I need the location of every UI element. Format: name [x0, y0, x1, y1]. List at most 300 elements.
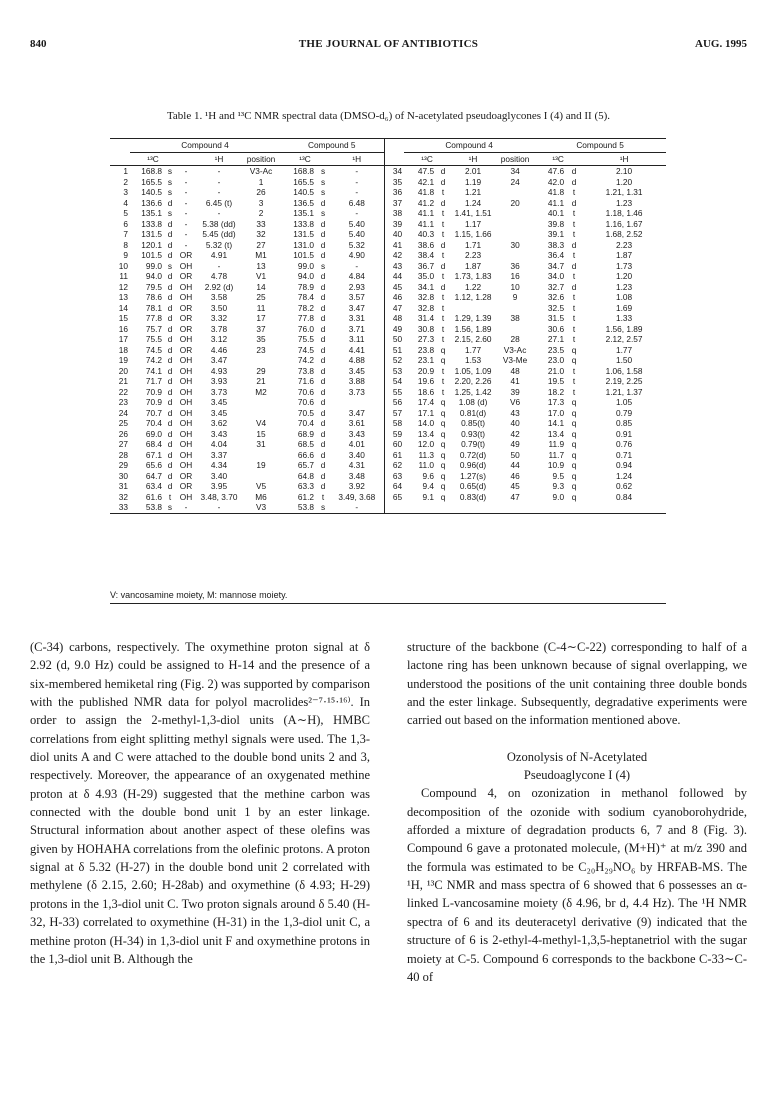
table-cell: 47.6: [547, 166, 565, 176]
table-row: [110, 219, 666, 230]
table-cell: 70.4: [145, 418, 162, 428]
table-cell: d: [167, 239, 173, 250]
table-cell: 40: [510, 418, 520, 428]
table-cell: 42: [384, 250, 404, 261]
table-cell: OH: [179, 428, 193, 439]
table-cell: 74.5: [297, 344, 315, 355]
table-cell: 16: [510, 271, 520, 281]
table-cell: 3.48: [348, 470, 365, 481]
table-cell: [242, 397, 280, 408]
table-cell: d: [167, 386, 173, 397]
table-cell: 131.5: [141, 229, 162, 239]
table-cell: 41: [384, 240, 404, 251]
col-header: ¹³C: [280, 153, 330, 166]
table-cell: 42.0: [547, 176, 565, 187]
table-cell: 18.2: [547, 386, 565, 397]
table-cell: d: [167, 428, 173, 439]
table-cell: 30: [118, 470, 128, 481]
table-cell: M1: [255, 250, 267, 260]
table-cell: V1: [255, 271, 267, 281]
table-cell: 1.24: [616, 470, 633, 481]
table-row: [110, 492, 666, 503]
right-column: [407, 638, 747, 986]
table-cell: 37: [256, 323, 266, 334]
table-cell: t: [441, 334, 445, 344]
table-cell: 5.38 (dd): [202, 218, 236, 229]
table-cell: 2.19, 2.25: [605, 376, 643, 386]
table-cell: 1.21: [464, 187, 482, 197]
table-cell: OH: [179, 355, 193, 365]
table-cell: 40.1: [547, 208, 565, 218]
table-cell: 0.91: [616, 428, 633, 439]
table-cell: [582, 502, 666, 513]
table-cell: 53.8: [280, 502, 316, 513]
table-cell: 1.24: [464, 197, 482, 208]
table-cell: 27.1: [547, 334, 565, 344]
table-cell: 70.9: [145, 386, 162, 397]
table-cell: 3.12: [210, 334, 228, 344]
table-cell: 1.22: [464, 281, 482, 292]
table-cell: 9.3: [552, 481, 565, 491]
table-cell: t: [441, 229, 445, 239]
table-cell: 140.5: [293, 187, 315, 197]
table-row: [110, 418, 666, 429]
table-cell: 31.4: [417, 313, 435, 323]
running-header: [30, 38, 747, 54]
table-cell: d: [571, 260, 577, 271]
table-cell: 36.7: [417, 260, 435, 271]
table-cell: [496, 229, 534, 240]
table-cell: 1.41, 1.51: [454, 208, 492, 218]
table-cell: [496, 187, 534, 198]
table-cell: 20: [118, 365, 128, 376]
table-cell: q: [440, 439, 446, 449]
table-cell: [242, 355, 280, 366]
table-cell: 61: [384, 450, 404, 461]
table-cell: OH: [179, 365, 193, 376]
table-cell: d: [440, 197, 446, 208]
group-header: Compound 5: [280, 139, 384, 153]
table-cell: 62: [384, 460, 404, 471]
table-cell: 11: [119, 271, 128, 281]
table-row: [110, 261, 666, 272]
table-cell: 66.6: [297, 449, 315, 460]
table-cell: 53: [384, 366, 404, 377]
table-cell: d: [320, 334, 326, 344]
table-row: [110, 397, 666, 408]
table-cell: 9.1: [422, 491, 435, 502]
page-number: 840: [30, 38, 47, 50]
table-cell: 68.9: [297, 428, 315, 439]
table-cell: [450, 502, 496, 513]
table-cell: t: [441, 313, 445, 323]
table-cell: q: [571, 439, 577, 449]
table-cell: d: [167, 323, 173, 334]
table-cell: 1: [258, 176, 264, 187]
table-cell: d: [167, 218, 173, 229]
table-cell: OR: [179, 323, 193, 334]
table-cell: s: [320, 260, 326, 271]
table-cell: 10: [510, 281, 520, 292]
table-cell: OR: [179, 302, 193, 313]
table-cell: 11.7: [548, 449, 565, 460]
table-cell: 3.45: [348, 365, 365, 376]
table-cell: 1.87: [616, 250, 633, 260]
table-cell: t: [572, 229, 576, 239]
table-cell: 2.01: [464, 166, 482, 176]
table-cell: 9.0: [552, 491, 565, 502]
table-cell: t: [572, 323, 576, 334]
table-cell: 39: [510, 386, 520, 397]
table-cell: s: [316, 502, 330, 513]
table-cell: 2.23: [616, 239, 633, 250]
table-cell: s: [320, 208, 326, 218]
table-cell: 3.45: [210, 397, 228, 407]
table-cell: d: [571, 166, 577, 176]
table-cell: 70.9: [145, 397, 162, 407]
table-cell: 29: [256, 365, 266, 376]
table-cell: 19.6: [417, 376, 435, 386]
table-cell: OH: [179, 397, 193, 407]
table-cell: 0.72(d): [459, 449, 487, 460]
table-cell: 3.48, 3.70: [200, 491, 238, 502]
table-cell: d: [167, 313, 173, 323]
table-cell: 135.1: [293, 208, 315, 218]
table-cell: 36: [384, 187, 404, 198]
table-cell: 41.8: [417, 187, 435, 197]
table-cell: q: [571, 418, 577, 428]
table-cell: 20.9: [417, 365, 435, 376]
table-cell: 43: [510, 407, 520, 418]
table-cell: t: [441, 250, 445, 260]
table-cell: d: [571, 176, 577, 187]
table-cell: 50: [384, 334, 404, 345]
table-cell: 11: [256, 302, 266, 313]
table-cell: 49: [384, 324, 404, 335]
table-cell: 65.6: [145, 460, 162, 470]
table-cell: d: [320, 292, 326, 302]
table-cell: 5.40: [348, 218, 365, 229]
table-cell: 48: [384, 313, 404, 324]
divider: [110, 603, 666, 604]
col-header: ¹³C: [130, 153, 176, 166]
table-cell: 41.1: [547, 197, 565, 208]
table-cell: t: [441, 302, 445, 313]
table-cell: d: [320, 460, 326, 470]
table-cell: 63.4: [145, 481, 162, 491]
table-cell: s: [164, 502, 176, 513]
table-cell: q: [440, 397, 446, 407]
table-cell: 49: [510, 439, 520, 449]
table-cell: M6: [255, 491, 267, 502]
table-row: [110, 471, 666, 482]
col-header: ¹³C: [404, 153, 450, 166]
table-cell: q: [571, 344, 577, 355]
table-cell: 64.7: [145, 470, 162, 481]
table-cell: 3.37: [210, 449, 228, 460]
table-cell: 38: [510, 313, 520, 323]
table-cell: 32.6: [547, 292, 565, 302]
table-cell: 17: [256, 313, 266, 323]
table-row: [110, 450, 666, 461]
table-cell: M2: [255, 386, 267, 397]
table-cell: t: [572, 376, 576, 386]
table-cell: 22: [118, 386, 128, 397]
table-cell: 23.0: [547, 355, 565, 365]
table-cell: 9.5: [552, 470, 565, 481]
table-cell: [496, 250, 534, 261]
table-cell: 30: [510, 239, 520, 250]
table-cell: 1.06, 1.58: [605, 365, 643, 376]
table-cell: 24: [118, 407, 128, 418]
table-cell: -: [355, 187, 359, 197]
table-cell: d: [167, 250, 173, 260]
table-cell: 1.17: [464, 218, 482, 229]
table-cell: [566, 502, 582, 513]
table-cell: 3.40: [210, 470, 228, 481]
table-cell: [330, 397, 384, 408]
table-cell: 133.8: [141, 218, 162, 229]
table-cell: [384, 502, 404, 513]
table-cell: OR: [179, 271, 193, 281]
table-cell: 71.6: [297, 376, 315, 386]
table-cell: 4.41: [348, 344, 365, 355]
table-cell: 1.77: [464, 344, 482, 355]
table-cell: 168.8: [293, 166, 315, 176]
table-cell: 4.84: [348, 271, 365, 281]
table-cell: d: [571, 197, 577, 208]
table-cell: 23: [118, 397, 128, 407]
table-cell: q: [440, 418, 446, 428]
table-cell: 17.4: [417, 397, 435, 407]
table-row: [110, 387, 666, 398]
table-cell: 32.8: [417, 292, 435, 302]
table-row: [110, 313, 666, 324]
table-cell: OH: [179, 292, 193, 302]
table-cell: [242, 450, 280, 461]
paragraph: Compound 4, on ozonization in methanol followed by decomposition of the ozonide with sodium cyanoborohydride, afforded a mixture of degradation products 6, 7 and 8 (Fig. 3). Compound 6 gave a protonated molecule, (M+H)⁺ at m/z 390 and the formula was estimated to be C₂₀H₂₉NO₆ by HRFAB-MS. The ¹H, ¹³C NMR and mass spectra of 6 showed that 6 possesses an α-linked L-vancosamine moiety (δ 4.96, br d, 4.4 Hz). The ¹H NMR spectra of 6 and its deuteracetyl derivative (9) indicated that the structure of 6 is 2-ethyl-4-methyl-1,3,5-heptanetriol with the sugar moiety at C-5. Compound 6 corresponds to the backbone C-33∼C-40 of: [407, 786, 747, 984]
table-cell: d: [320, 418, 326, 428]
table-cell: d: [320, 229, 326, 239]
table-cell: 9.6: [422, 470, 435, 481]
table-cell: 74.5: [145, 344, 162, 355]
table-cell: d: [440, 239, 446, 250]
table-cell: 18: [118, 344, 128, 355]
table-cell: 0.79: [616, 407, 633, 418]
table-cell: -: [184, 208, 188, 218]
table-cell: q: [571, 428, 577, 439]
table-cell: 3.95: [210, 481, 228, 491]
col-header: position: [496, 153, 534, 166]
table-cell: 25: [118, 418, 128, 428]
table-footnote: V: vancosamine moiety, M: mannose moiety.: [110, 590, 288, 600]
table-cell: 25: [256, 292, 266, 302]
table-cell: q: [571, 397, 577, 407]
table-cell: 35.0: [417, 271, 435, 281]
table-cell: 35: [384, 177, 404, 188]
table-cell: 78.2: [297, 302, 315, 313]
table-cell: d: [167, 292, 173, 302]
table-row: [110, 324, 666, 335]
table-cell: d: [320, 197, 326, 208]
table-cell: s: [167, 166, 173, 176]
table-cell: [436, 502, 450, 513]
table-cell: 3.32: [210, 313, 228, 323]
table-cell: 34: [510, 166, 520, 176]
table-cell: 0.94: [616, 460, 633, 470]
table-cell: 32: [118, 491, 128, 502]
table-cell: d: [440, 281, 446, 292]
table-cell: 74.2: [145, 355, 162, 365]
journal-title: THE JOURNAL OF ANTIBIOTICS: [298, 38, 479, 50]
table-cell: 35: [256, 334, 266, 344]
table-cell: 70.4: [297, 418, 315, 428]
table-cell: 27.3: [417, 334, 435, 344]
table-cell: OH: [179, 418, 193, 428]
table-cell: 3.47: [210, 355, 228, 365]
table-cell: t: [441, 218, 445, 229]
table-cell: 3.11: [349, 334, 365, 344]
table-cell: 68.5: [297, 439, 315, 449]
table-cell: d: [320, 344, 326, 355]
table-cell: [496, 324, 534, 335]
table-cell: t: [168, 491, 172, 502]
table-cell: 52: [384, 355, 404, 366]
table-cell: 33: [256, 218, 266, 229]
table-cell: t: [572, 187, 576, 197]
table-cell: 2: [123, 176, 128, 187]
table-cell: t: [441, 386, 445, 397]
left-column: [30, 638, 370, 968]
group-header: Compound 4: [130, 139, 280, 153]
table-cell: 23.8: [417, 344, 435, 355]
issue-date: AUG. 1995: [695, 38, 747, 50]
table-cell: 55: [384, 387, 404, 398]
table-cell: 3.88: [348, 376, 365, 386]
table-cell: 3.62: [210, 418, 228, 428]
table-cell: q: [571, 449, 577, 460]
table-cell: d: [167, 481, 173, 491]
table-cell: 3.43: [210, 428, 228, 439]
table-cell: 74.2: [297, 355, 315, 365]
table-cell: q: [440, 470, 446, 481]
table-cell: 17.0: [547, 407, 565, 418]
table-row: [110, 229, 666, 240]
table-cell: V3-Me: [502, 355, 528, 365]
table-row: [110, 250, 666, 261]
col-header: ¹H: [330, 153, 384, 166]
table-row: [110, 502, 666, 513]
table-cell: 77.8: [145, 313, 162, 323]
table-cell: -: [176, 502, 196, 513]
table-cell: 5.45 (dd): [202, 229, 236, 239]
table-cell: t: [572, 250, 576, 260]
table-cell: V3-Ac: [503, 344, 527, 355]
table-cell: 0.65(d): [459, 481, 487, 491]
table-cell: -: [355, 166, 359, 176]
table-cell: 34.1: [417, 281, 435, 292]
table-cell: t: [572, 334, 576, 344]
table-cell: d: [320, 355, 326, 365]
table-cell: 23: [256, 344, 266, 355]
col-header: ¹³C: [534, 153, 582, 166]
table-cell: OH: [179, 460, 193, 470]
table-cell: d: [167, 229, 173, 239]
table-cell: d: [320, 271, 326, 281]
table-cell: -: [355, 260, 359, 271]
table-cell: 31: [118, 481, 128, 491]
table-cell: OH: [179, 376, 193, 386]
table-cell: 17.1: [417, 407, 435, 418]
table-cell: 10.9: [547, 460, 565, 470]
table-cell: 1.23: [616, 281, 633, 292]
table-cell: 17.3: [547, 397, 565, 407]
table-cell: 3.45: [210, 407, 228, 418]
table-cell: d: [167, 449, 173, 460]
col-header: ¹H: [582, 153, 666, 166]
table-cell: d: [320, 281, 326, 292]
group-header: Compound 4: [404, 139, 534, 153]
table-cell: 4.91: [210, 250, 228, 260]
table-cell: OR: [179, 344, 193, 355]
table-cell: 21: [118, 376, 128, 386]
table-cell: q: [440, 355, 446, 365]
table-cell: d: [167, 470, 173, 481]
table-cell: 3.49, 3.68: [338, 491, 376, 502]
table-cell: [242, 471, 280, 482]
table-cell: 1.08: [616, 292, 633, 302]
table-row: [110, 177, 666, 188]
table-cell: t: [321, 491, 325, 502]
table-cell: 51: [384, 345, 404, 356]
nmr-data-table: [110, 138, 666, 514]
table-cell: 1.19: [464, 176, 482, 187]
table-cell: OH: [179, 281, 193, 292]
table-cell: d: [167, 460, 173, 470]
table-cell: 32.5: [547, 302, 565, 313]
table-row: [110, 439, 666, 450]
table-cell: 19: [118, 355, 128, 365]
table-cell: 61.6: [145, 491, 162, 502]
table-cell: 101.5: [141, 250, 162, 260]
table-cell: [496, 502, 534, 513]
table-cell: 6: [123, 218, 128, 229]
table-cell: 2.10: [616, 166, 633, 176]
table-cell: 3.47: [348, 302, 365, 313]
table-cell: 79.5: [145, 281, 162, 292]
table-cell: -: [217, 208, 221, 218]
table-cell: 1.20: [616, 271, 633, 281]
table-cell: 99.0: [145, 260, 162, 271]
table-cell: d: [571, 281, 577, 292]
table-cell: 7: [123, 229, 128, 239]
table-cell: 3.73: [210, 386, 228, 397]
table-cell: 27: [118, 439, 128, 449]
table-cell: d: [167, 281, 173, 292]
table-cell: 17: [118, 334, 128, 344]
table-cell: 8: [123, 239, 128, 250]
table-row: [110, 292, 666, 303]
table-cell: 19.5: [547, 376, 565, 386]
table-cell: 3: [123, 187, 128, 197]
table-cell: 30.8: [417, 323, 435, 334]
table-cell: d: [320, 470, 326, 481]
table-cell: 5.32: [348, 239, 365, 250]
table-cell: d: [320, 439, 326, 449]
table-cell: q: [440, 481, 446, 491]
table-cell: 41: [510, 376, 520, 386]
table-cell: 14: [118, 302, 128, 313]
